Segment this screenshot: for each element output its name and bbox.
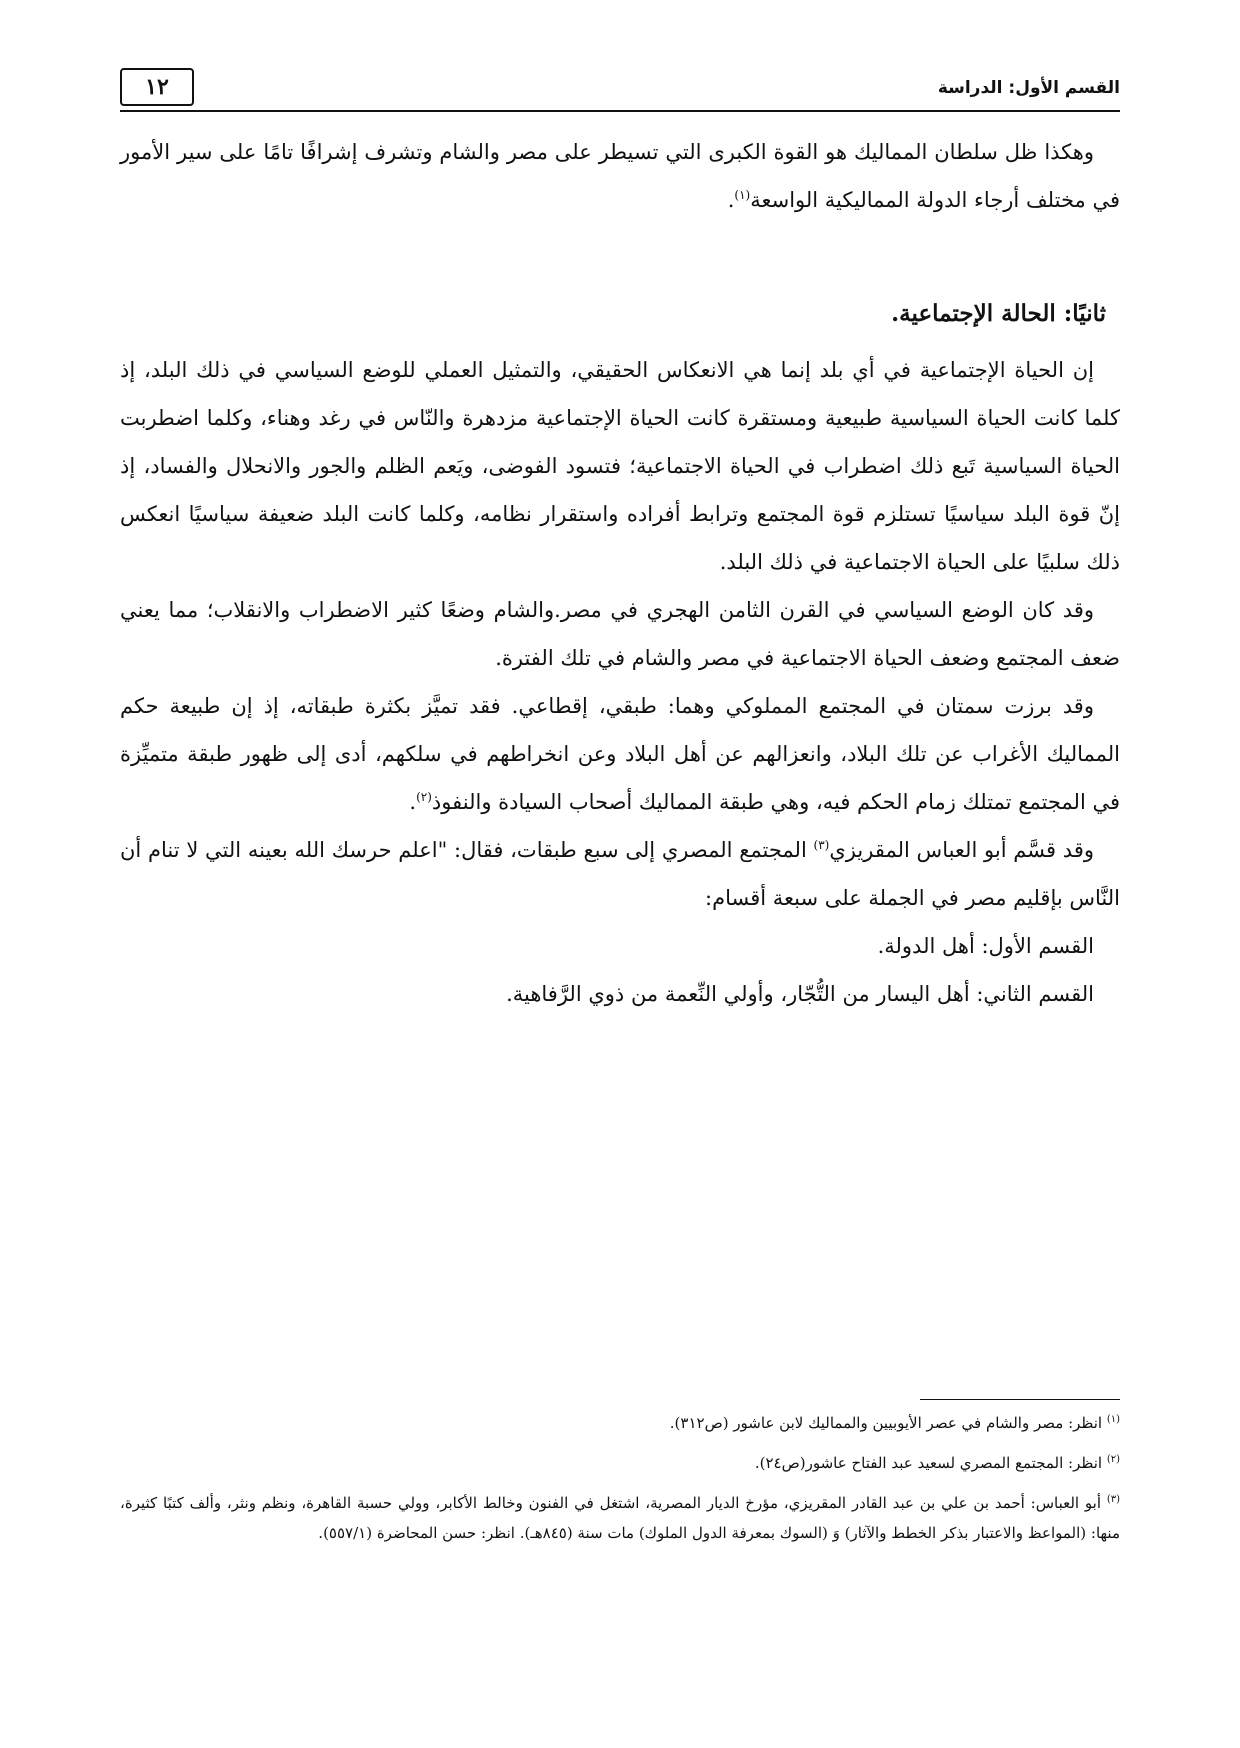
footnote-1-number: (١)	[1106, 1414, 1120, 1425]
paragraph-2: إن الحياة الإجتماعية في أي بلد إنما هي الانعكاس الحقيقي، والتمثيل العملي للوضع السياسي في ذلك البلد، إذ كلما كانت الحياة السياسية طبيعية ومستقرة كانت الحياة الإجتماعية مزدهرة والنّاس في رغد وهناء، وكلما اضطربت الحياة السياسية تَبع ذلك اضطراب في الحياة الاجتماعية؛ فتسود الفوضى، ويَعم الظلم والجور والانحلال والفساد، إذ إنّ قوة البلد سياسيًا تستلزم قوة المجتمع وترابط أفراده واستقرار نظامه، وكلما كانت البلد ضعيفة سياسيًا انعكس ذلك سلبيًا على الحياة الاجتماعية في ذلك البلد.	[120, 358, 1120, 574]
paragraph-5-rest: المجتمع المصري إلى سبع طبقات، فقال: "اعلم حرسك الله بعينه التي لا تنام أن النَّاس بإقليم مصر في الجملة على سبعة أقسام:	[120, 838, 1120, 910]
paragraph-4	[120, 682, 1120, 826]
footnote-rule	[920, 1399, 1120, 1400]
paragraph-1-end: .	[727, 188, 735, 212]
list-item-2: القسم الثاني: أهل اليسار من التُّجّار، وأولي النِّعمة من ذوي الرَّفاهية.	[506, 982, 1094, 1006]
footnote-ref-1: (١)	[734, 188, 751, 202]
paragraph-5-start: وقد قسَّم أبو العباس المقريزي	[829, 838, 1094, 862]
footnote-3	[120, 1488, 1120, 1548]
footnote-3-text: أبو العباس: أحمد بن علي بن عبد القادر المقريزي، مؤرخ الديار المصرية، اشتغل في الفنون وخالط الأكابر، وولي حسبة القاهرة، ونظم ونثر، وألف كتبًا كثيرة، منها: (المواعظ والاعتبار بذكر الخطط والآثار) وَ (السوك بمعرفة الدول الملوك) مات سنة (٨٤٥هـ). انظر: حسن المحاضرة (٥٥٧/١).	[120, 1494, 1120, 1542]
footnotes	[120, 1408, 1120, 1558]
footnote-2	[120, 1448, 1120, 1478]
paragraph-1	[120, 128, 1120, 224]
running-title: القسم الأول: الدراسة	[937, 78, 1120, 98]
footnote-1	[120, 1408, 1120, 1438]
footnote-ref-3: (٣)	[813, 838, 830, 852]
footnote-3-number: (٣)	[1106, 1494, 1120, 1505]
section-heading: ثانيًا: الحالة الإجتماعية.	[891, 300, 1106, 327]
page-number: ١٢	[120, 68, 194, 106]
footnote-2-text: انظر: المجتمع المصري لسعيد عبد الفتاح عاشور(ص٢٤).	[754, 1454, 1107, 1472]
paragraph-4-text: وقد برزت سمتان في المجتمع المملوكي وهما: طبقي، إقطاعي. فقد تميَّز بكثرة طبقاته، إذ إن طبيعة حكم المماليك الأغراب عن تلك البلاد، وانعزالهم عن أهل البلاد وعن انخراطهم في سلكهم، أدى إلى ظهور طبقة متميِّزة في المجتمع تمتلك زمام الحكم فيه، وهي طبقة المماليك أصحاب السيادة والنفوذ	[120, 694, 1120, 814]
blank-line	[120, 224, 1120, 272]
paragraph-4-end: .	[409, 790, 417, 814]
paragraph-3: وقد كان الوضع السياسي في القرن الثامن الهجري في مصر.والشام وضعًا كثير الاضطراب والانقلاب؛ مما يعني ضعف المجتمع وضعف الحياة الاجتماعية في مصر والشام في تلك الفترة.	[120, 598, 1120, 670]
paragraph-1-text: وهكذا ظل سلطان المماليك هو القوة الكبرى التي تسيطر على مصر والشام وتشرف إشرافًا تامًا على سير الأمور في مختلف أرجاء الدولة المماليكية الواسعة	[120, 140, 1120, 212]
list-item-1: القسم الأول: أهل الدولة.	[877, 934, 1094, 958]
header-rule	[120, 110, 1120, 112]
footnote-ref-2: (٢)	[416, 790, 432, 804]
page-header	[120, 62, 1120, 112]
paragraph-5	[120, 826, 1120, 922]
footnote-2-number: (٢)	[1106, 1454, 1120, 1465]
main-text	[120, 128, 1120, 1018]
footnote-1-text: انظر: مصر والشام في عصر الأيوبيين والمماليك لابن عاشور (ص٣١٢).	[669, 1414, 1107, 1432]
